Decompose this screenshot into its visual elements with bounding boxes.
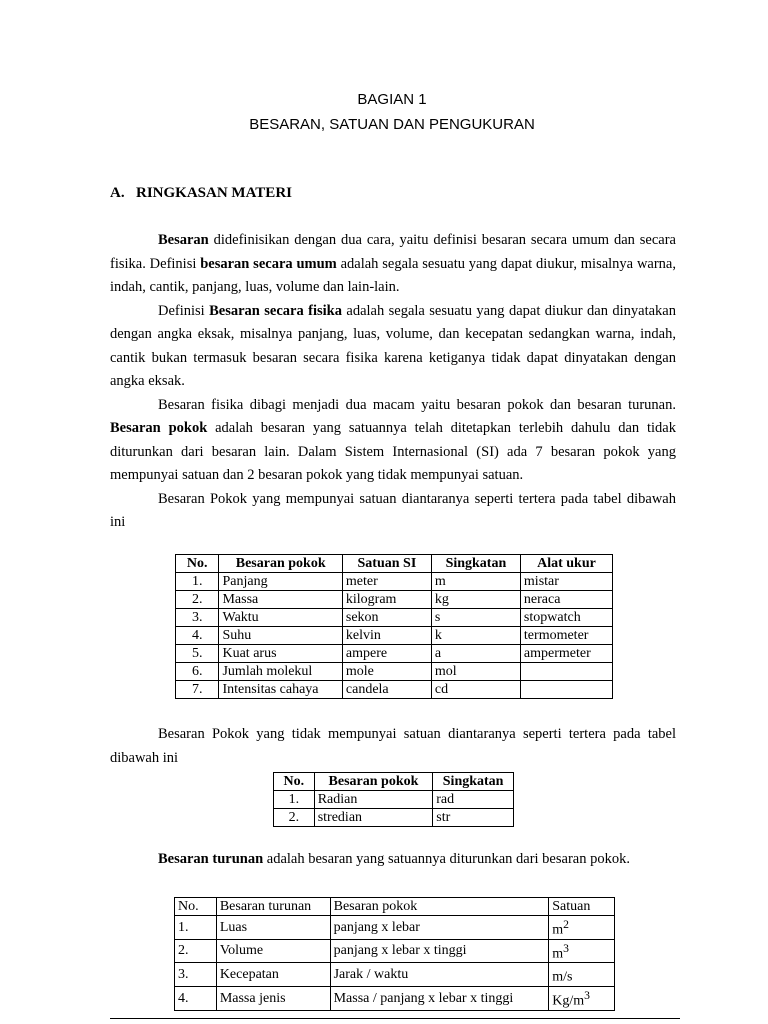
- table-besaran-tanpa-satuan: [273, 772, 514, 827]
- table-cell: Suhu: [219, 627, 342, 645]
- table-cell: Kuat arus: [219, 645, 342, 663]
- table-cell: panjang x lebar: [330, 916, 549, 940]
- table-cell: [520, 663, 612, 681]
- paragraph-text: Besaran Pokok yang tidak mempunyai satuan diantaranya seperti tertera pada tabel dibawah ini: [110, 726, 676, 766]
- chapter-title: BESARAN, SATUAN DAN PENGUKURAN: [249, 116, 535, 133]
- unit-base: m/s: [552, 969, 573, 985]
- table-cell: 3.: [175, 963, 217, 987]
- table-row: [175, 916, 615, 940]
- table-cell: 4.: [176, 627, 219, 645]
- table-cell: mole: [342, 663, 431, 681]
- table-cell: 5.: [176, 645, 219, 663]
- table-cell: Massa jenis: [216, 986, 330, 1010]
- table-cell: kilogram: [342, 591, 431, 609]
- section-title: RINGKASAN MATERI: [136, 185, 292, 201]
- header-cell: Besaran pokok: [314, 773, 433, 791]
- table-cell: Radian: [314, 791, 433, 809]
- paragraph-text: Besaran fisika dibagi menjadi dua macam yaitu besaran pokok dan besaran turunan.: [158, 396, 676, 413]
- header-cell: Alat ukur: [520, 555, 612, 573]
- header-cell: Singkatan: [431, 555, 520, 573]
- table-cell: stredian: [314, 809, 433, 827]
- table-cell: meter: [342, 573, 431, 591]
- table-cell: termometer: [520, 627, 612, 645]
- table-row: [176, 609, 613, 627]
- table-cell: sekon: [342, 609, 431, 627]
- table-row: [274, 791, 514, 809]
- paragraph-text: adalah besaran yang satuannya diturunkan dari besaran pokok.: [263, 851, 630, 867]
- table-cell: m: [431, 573, 520, 591]
- table-cell: 4.: [175, 986, 217, 1010]
- paragraph-turunan: [110, 848, 676, 872]
- table-cell: candela: [342, 681, 431, 699]
- table-cell: Intensitas cahaya: [219, 681, 342, 699]
- table-cell: 1.: [274, 791, 315, 809]
- paragraph-table-intro: [110, 488, 676, 535]
- no-unit-intro: [110, 723, 676, 770]
- header-cell: Besaran pokok: [330, 898, 549, 916]
- paragraph-pokok: [110, 394, 676, 488]
- table-cell: ampere: [342, 645, 431, 663]
- table-cell: Waktu: [219, 609, 342, 627]
- unit-base: m: [552, 946, 564, 962]
- table-cell: 2.: [175, 939, 217, 963]
- table-cell: mol: [431, 663, 520, 681]
- header-cell: No.: [175, 898, 217, 916]
- table-cell: 2.: [274, 809, 315, 827]
- bold-term: Besaran turunan: [158, 851, 264, 867]
- table-cell: 1.: [175, 916, 217, 940]
- table-cell: mistar: [520, 573, 612, 591]
- table-cell: [520, 681, 612, 699]
- table-header-row: [274, 773, 514, 791]
- header-cell: Satuan SI: [342, 555, 431, 573]
- bold-term: Besaran pokok: [110, 420, 208, 436]
- table-row: [176, 573, 613, 591]
- table-cell: [549, 986, 615, 1010]
- paragraph-text: adalah segala sesuatu yang dapat diukur dan dinyatakan dengan angka eksak, misalnya panjang, luas, volume, dan kecepatan sedangkan warna, indah, cantik bukan termasuk besaran secara fisika karena ketiganya tidak dapat dinyatakan dengan angka eksak.: [110, 302, 676, 389]
- section-number: A.: [110, 185, 125, 201]
- table-cell: Panjang: [219, 573, 342, 591]
- table-besaran-turunan: [174, 897, 615, 1011]
- table-cell: str: [433, 809, 514, 827]
- table-cell: 2.: [176, 591, 219, 609]
- section-heading: [110, 185, 292, 202]
- paragraph-text: adalah besaran yang satuannya telah ditetapkan terlebih dahulu dan tidak diturunkan dari besaran lain. Dalam Sistem Internasional (SI) ada 7 besaran pokok yang mempunyai satuan dan 2 besaran pokok yang tidak mempunyai satuan.: [110, 420, 676, 483]
- table-row: [274, 809, 514, 827]
- paragraph-text: Definisi: [158, 302, 210, 319]
- table-cell: a: [431, 645, 520, 663]
- unit-exponent: 2: [563, 918, 569, 931]
- table-header-row: [175, 898, 615, 916]
- unit-exponent: 3: [584, 988, 590, 1002]
- table-cell: 3.: [176, 609, 219, 627]
- table-cell: k: [431, 627, 520, 645]
- table-cell: neraca: [520, 591, 612, 609]
- table-cell: Massa: [219, 591, 342, 609]
- table-row: [176, 645, 613, 663]
- table-cell: 1.: [176, 573, 219, 591]
- table-header-row: [176, 555, 613, 573]
- table-cell: [549, 916, 615, 940]
- table-cell: s: [431, 609, 520, 627]
- table-besaran-pokok: [175, 554, 613, 699]
- paragraph-besaran: [110, 229, 676, 300]
- paragraph-text: adalah segala sesuatu yang dapat diukur, misalnya warna, indah, cantik, panjang, luas, volume dan lain-lain.: [110, 255, 676, 295]
- header-cell: No.: [176, 555, 219, 573]
- header-cell: No.: [274, 773, 315, 791]
- paragraph-text: Besaran Pokok yang mempunyai satuan diantaranya seperti tertera pada tabel dibawah ini: [110, 490, 676, 530]
- summary-text: [110, 229, 676, 535]
- table-row: [175, 939, 615, 963]
- table-cell: stopwatch: [520, 609, 612, 627]
- table-cell: kg: [431, 591, 520, 609]
- table-cell: Jumlah molekul: [219, 663, 342, 681]
- table-cell: Jarak / waktu: [330, 963, 549, 987]
- header-cell: Singkatan: [433, 773, 514, 791]
- table-cell: cd: [431, 681, 520, 699]
- table-row: [176, 663, 613, 681]
- chapter-label: BAGIAN 1: [357, 91, 427, 108]
- table-row: [175, 963, 615, 987]
- table-cell: [549, 963, 615, 987]
- table-cell: panjang x lebar x tinggi: [330, 939, 549, 963]
- table-cell: 6.: [176, 663, 219, 681]
- bold-term: Besaran secara fisika: [209, 302, 342, 319]
- bold-term: besaran secara umum: [200, 255, 337, 272]
- table-cell: ampermeter: [520, 645, 612, 663]
- table-cell: 7.: [176, 681, 219, 699]
- table-cell: rad: [433, 791, 514, 809]
- unit-exponent: 3: [563, 941, 569, 955]
- unit-base: Kg/m: [552, 993, 585, 1009]
- header-cell: Besaran turunan: [216, 898, 330, 916]
- table-cell: Massa / panjang x lebar x tinggi: [330, 986, 549, 1010]
- unit-base: m: [552, 922, 564, 938]
- table-cell: Luas: [216, 916, 330, 940]
- table-row: [176, 591, 613, 609]
- bold-term: Besaran: [158, 232, 209, 248]
- header-cell: Satuan: [549, 898, 615, 916]
- footer-divider: [110, 1018, 680, 1019]
- table-row: [176, 627, 613, 645]
- table-row: [175, 986, 615, 1010]
- turunan-definition: [110, 848, 676, 872]
- table-cell: Volume: [216, 939, 330, 963]
- paragraph-fisika: [110, 300, 676, 394]
- header-cell: Besaran pokok: [219, 555, 342, 573]
- paragraph-text: didefinisikan dengan dua cara, yaitu definisi besaran secara umum dan secara fisika. Definisi: [110, 232, 676, 272]
- table-cell: kelvin: [342, 627, 431, 645]
- table-cell: [549, 939, 615, 963]
- table-row: [176, 681, 613, 699]
- table-cell: Kecepatan: [216, 963, 330, 987]
